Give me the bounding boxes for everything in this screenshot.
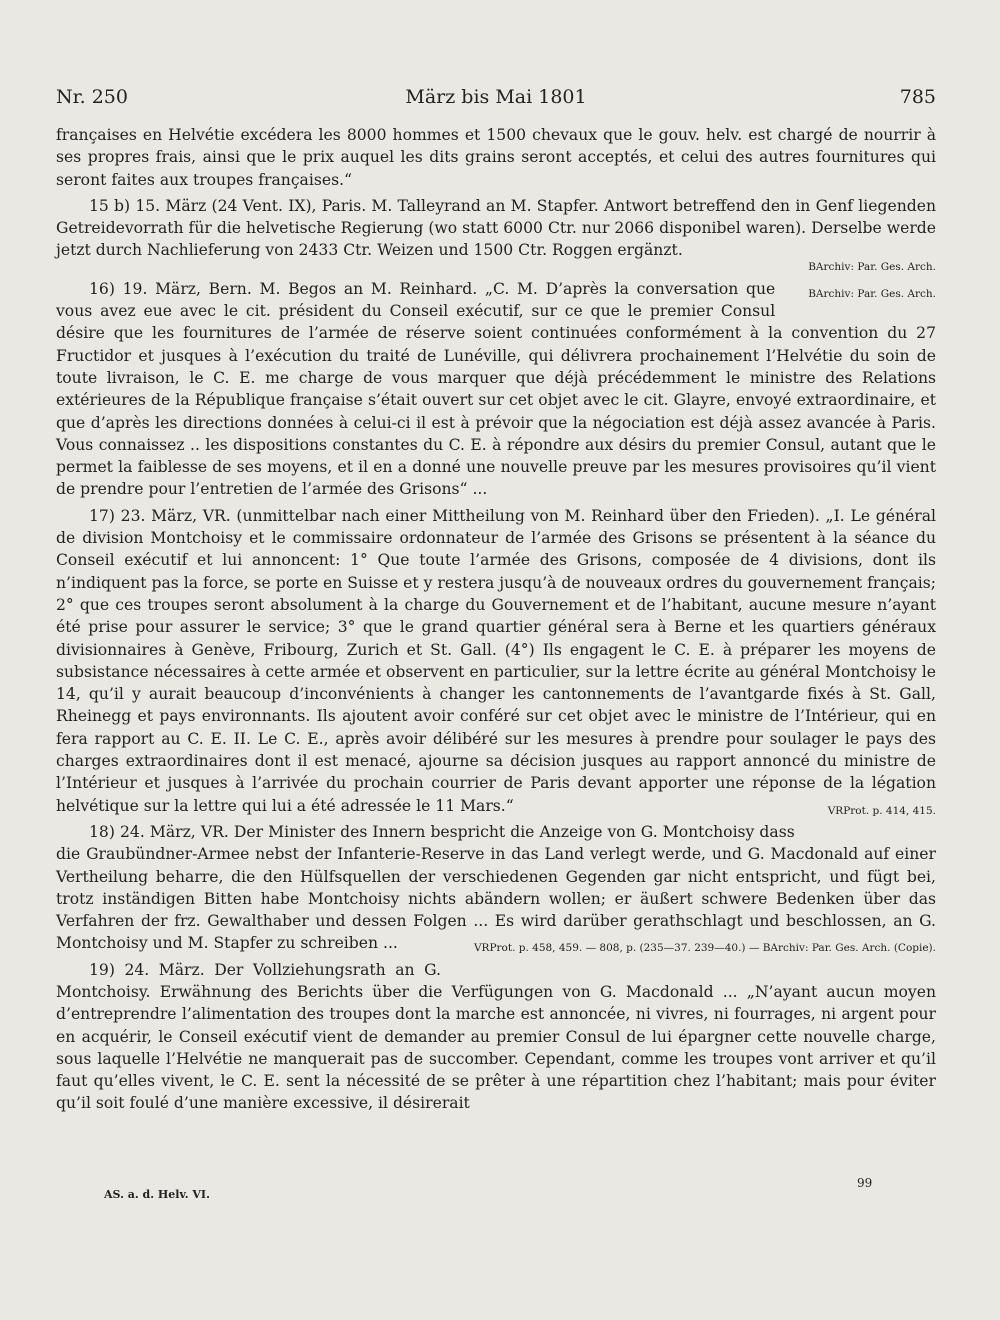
page-number: 785 bbox=[899, 86, 936, 108]
source-citation-15b: BArchiv: Par. Ges. Arch. bbox=[808, 260, 936, 273]
running-title: März bis Mai 1801 bbox=[405, 86, 587, 108]
source-citation-18: VRProt. p. 458, 459. — 808, p. (235—37. 239—40.) — BArchiv: Par. Ges. Arch. (Copie). bbox=[473, 942, 936, 955]
entry-17 bbox=[56, 505, 936, 817]
entry-18-text: 18) 24. März, VR. Der Minister des Innern bespricht die Anzeige von G. Montchoisy dass die Graubündner-Armee nebst der Infanterie-Reserve in das Land verlegt werde, und G. Macdonald auf einer Vertheilung beharre, die den Hülfsquellen der verschiedenen Gegenden gar nicht entspricht, und fügt bei, trotz inständigen Bitten habe Montchoisy nichts abändern wollen; er äußert schwere Bedenken über das Verfahren der frz. Gewalthaber und dessen Folgen ... Es wird darüber gerathschlagt und beschlossen, an G. Montchoisy und M. Stapfer zu schreiben ... bbox=[56, 822, 936, 953]
document-body bbox=[56, 124, 936, 1115]
entry-16-text: 16) 19. März, Bern. M. Begos an M. Reinhard. „C. M. D’après la conversation que vous avez eue avec le cit. président du Conseil exécutif, sur ce que le premier Consul désire que les fournitures de l’armée de réserve soient continuées conformément à la convention du 27 Fructidor et jusques à l’exécution du traité de Lunéville, qui délivrera prochainement l’Helvétie du soin de toute livraison, le C. E. me charge de vous marquer que déjà précédemment le ministre des Relations extérieures de la République française s’était ouvert sur cet objet avec le cit. Glayre, envoyé extraordinaire, et que d’après les directions données à celui-ci il est à prévoir que la négociation est déjà assez avancée à Paris. Vous connaissez .. les dispositions constantes du C. E. à répondre aux désirs du premier Consul, autant que le permet la faiblesse de ses moyens, et il en a donné une nouvelle preuve par les mesures provisoires qu’il vient de prendre pour l’entretien de l’armée des Grisons“ ... bbox=[56, 279, 936, 499]
entry-19: 19) 24. März. Der Vollziehungsrath an G. Montchoisy. Erwähnung des Berichts über die Verfügungen von G. Macdonald ... „N’ayant aucun moyen d’entreprendre l’alimentation des troupes dont la marche est annoncée, ni vivres, ni fourrages, ni argent pour en acquérir, le Conseil exécutif vient de demander au premier Consul de lui épargner cette nouvelle charge, sous laquelle l’Helvétie ne manquerait pas de succomber. Cependant, comme les troupes vont arriver et qu’il faut qu’elles vivent, le C. E. sent la nécessité de se prêter à une répartition chez l’habitant; mais pour éviter qu’il soit foulé d’une manière excessive, il désirerait bbox=[56, 960, 936, 1113]
signature-mark: AS. a. d. Helv. VI. bbox=[104, 1188, 210, 1201]
entry-16 bbox=[56, 278, 936, 501]
entry-17-text: 17) 23. März, VR. (unmittelbar nach einer Mittheilung von M. Reinhard über den Frieden). „I. Le général de division Montchoisy et le commissaire ordonnateur de l’armée des Grisons se présentent à la séance du Conseil exécutif et lui annoncent: 1° Que toute l’armée des Grisons, composée de 4 divisions, dont ils n’indiquent pas la force, se porte en Suisse et y restera jusqu’à de nouveaux ordres du gouvernement français; 2° que ces troupes seront absolument à la charge du Gouvernement et de l’habitant, aucune mesure n’ayant été prise pour assurer le service; 3° que le grand quartier général sera à Berne et les quartiers généraux divisionnaires à Genève, Fribourg, Zurich et St. Gall. (4°) Ils engagent le C. E. à préparer les moyens de subsistance nécessaires à cette armée et observent en particulier, sur la lettre écrite au général Montchoisy le 14, qu’il y aurait beaucoup d’inconvénients à changer les cantonnements de l’avantgarde fixés à St. Gall, Rheinegg et pays environnants. Ils ajoutent avoir conféré sur cet objet avec le ministre de l’Intérieur, qui en fera rapport au C. E. II. Le C. E., après avoir délibéré sur les mesures à prendre pour soulager le pays des charges extraordinaires dont il est menacé, ajourne sa décision jusques au rapport annoncé du ministre de l’Intérieur et jusques à l’arrivée du prochain courrier de Paris devant apporter une réponse de la légation helvétique sur la lettre qui lui a été adressée le 11 Mars.“ bbox=[56, 506, 936, 815]
sheet-number: 99 bbox=[857, 1176, 873, 1190]
source-citation-17: VRProt. p. 414, 415. bbox=[827, 804, 936, 817]
page-header bbox=[56, 86, 936, 116]
document-number: Nr. 250 bbox=[56, 86, 128, 108]
entry-18 bbox=[56, 821, 936, 955]
source-citation-16: BArchiv: Par. Ges. Arch. bbox=[808, 287, 936, 300]
entry-15b: 15 b) 15. März (24 Vent. IX), Paris. M. Talleyrand an M. Stapfer. Antwort betreffend den in Genf liegenden Getreidevorrath für die helvetische Regierung (wo statt 6000 Ctr. nur 2066 disponibel waren). Derselbe werde jetzt durch Nachlieferung von 2433 Ctr. Weizen und 1500 Ctr. Roggen ergänzt. bbox=[56, 196, 936, 260]
continued-paragraph: françaises en Helvétie excédera les 8000 hommes et 1500 chevaux que le gouv. helv. est chargé de nourrir à ses propres frais, ainsi que le prix auquel les dits grains seront acceptés, et celui des autres fournitures qui seront faites aux troupes françaises.“ bbox=[56, 126, 936, 189]
